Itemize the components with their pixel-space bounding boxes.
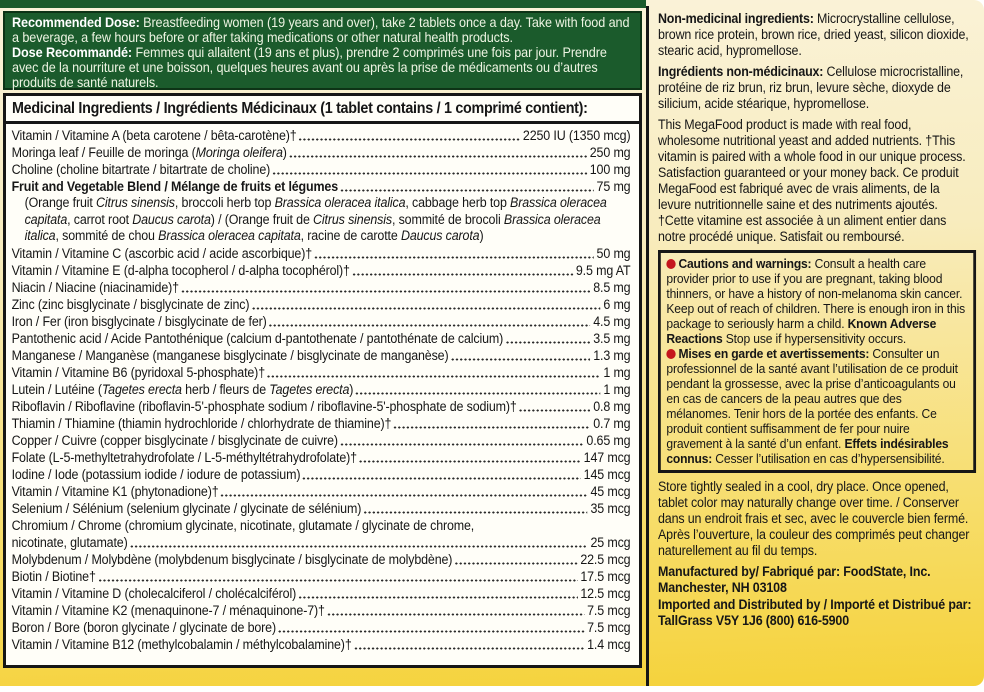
dose-english <box>12 16 632 46</box>
dose-french <box>12 46 632 91</box>
dot-leader <box>302 466 581 483</box>
dot-leader <box>251 296 600 313</box>
ingredient-row <box>12 483 631 500</box>
ingredient-row <box>12 279 631 296</box>
ingredient-name: Copper / Cuivre (copper bisglycinate / bisglycinate de cuivre) <box>11 432 338 448</box>
cautions-english <box>666 256 967 346</box>
ingredient-row <box>12 517 631 534</box>
ingredient-row <box>12 347 631 364</box>
ingredient-name: Iodine / Iode (potassium iodide / iodure de potassium) <box>11 466 301 482</box>
ingredient-name: Manganese / Manganèse (manganese bisglycinate / bisglycinate de manganèse) <box>11 347 449 363</box>
dot-leader <box>352 262 573 279</box>
cautions-french <box>666 346 967 466</box>
non-medicinal-fr-lead: Ingrédients non-médicinaux: <box>658 64 824 79</box>
ingredient-amount: 1.3 mg <box>593 347 631 363</box>
ingredient-note <box>12 195 631 245</box>
ingredient-amount: 9.5 mg AT <box>575 262 631 278</box>
dose-french-lead: Dose Recommandé: <box>12 44 133 60</box>
ingredient-name: Vitamin / Vitamine D (cholecalciferol / cholécalciférol) <box>11 585 297 601</box>
ingredient-amount: 75 mg <box>596 179 631 194</box>
ingredient-name: Riboflavin / Riboflavine (riboflavin-5'-phosphate sodium / riboflavine-5'-phosphate de sodium)† <box>11 398 517 414</box>
ingredient-row <box>12 466 631 483</box>
ingredient-amount: 7.5 mcg <box>587 602 631 618</box>
ingredient-row <box>12 262 631 279</box>
ingredient-row <box>12 568 631 585</box>
ingredient-name: Molybdenum / Molybdène (molybdenum bisglycinate / bisglycinate de molybdène) <box>11 551 453 567</box>
ingredient-name: Vitamin / Vitamine K2 (menaquinone-7 / ménaquinone-7)† <box>11 602 325 618</box>
ingredient-row <box>12 178 631 195</box>
ingredient-name: Selenium / Sélénium (selenium glycinate / glycinate de sélénium) <box>11 500 362 516</box>
dot-leader <box>505 330 590 347</box>
ingredient-name: Vitamin / Vitamine A (beta carotene / bêta-carotène)† <box>11 128 297 143</box>
product-description: This MegaFood product is made with real food, wholesome nutritional yeast and added nutrients. †This vitamin is paired with a whole food in our unique process. Satisfaction guaranteed or your money back. Ce produit MegaFood est fabriqué avec de vrais aliments, de la levure nutritionnelle saine et des nutriments ajoutés. †Cette vitamine est associée à un aliment entier dans notre procédé unique. Satisfait ou remboursé. <box>658 117 966 244</box>
red-bullet-icon <box>666 259 675 269</box>
dot-leader <box>353 636 584 653</box>
ingredient-name: Vitamin / Vitamine C (ascorbic acid / acide ascorbique)† <box>11 245 313 261</box>
ingredient-amount: 12.5 mcg <box>580 585 631 601</box>
ingredient-row <box>12 415 631 432</box>
ingredient-name: nicotinate, glutamate) <box>11 534 128 550</box>
ingredient-row <box>12 602 631 619</box>
ingredient-row <box>12 398 631 415</box>
manufacturer-address-line: Manchester, NH 03108 <box>658 580 787 596</box>
adverse-reactions-lead: Known Adverse Reactions <box>666 316 937 346</box>
ingredient-row <box>12 636 631 653</box>
ingredient-amount: 6 mg <box>603 296 631 312</box>
dot-leader <box>355 381 600 398</box>
adverse-reactions-text: Stop use if hypersensitivity occurs. <box>722 331 907 346</box>
dose-french-text: Femmes qui allaitent (19 ans et plus), prendre 2 comprimés une fois par jour. Prendre avec de la nourriture et une boisson, quelques heures avant ou après la prise de médicaments ou d’autres produits de santé naturels. <box>12 44 607 90</box>
dot-leader <box>181 279 591 296</box>
ingredient-name: Niacin / Niacine (niacinamide)† <box>11 279 179 295</box>
storage-instructions: Store tightly sealed in a cool, dry place. Once opened, tablet color may naturally change over time. / Conserver dans un endroit frais et sec, avec le couvercle bien fermé. Après l’ouverture, la couleur des comprimés peut changer naturellement au fil du temps. <box>658 479 970 558</box>
non-medicinal-ingredients-fr <box>658 64 976 112</box>
non-medicinal-ingredients-en <box>658 11 976 59</box>
ingredient-name: Moringa leaf / Feuille de moringa (Moringa oleifera) <box>11 145 287 160</box>
ingredient-amount: 4.5 mg <box>593 313 631 329</box>
effets-indesirables-text: Cesser l’utilisation en cas d’hypersensibilité. <box>712 451 945 466</box>
ingredient-name: Vitamin / Vitamine E (d-alpha tocopherol / d-alpha tocophérol)† <box>11 262 350 278</box>
ingredient-row <box>12 313 631 330</box>
cautions-box <box>658 250 976 473</box>
ingredient-amount: 35 mcg <box>590 500 631 516</box>
ingredient-name: Fruit and Vegetable Blend / Mélange de fruits et légumes <box>11 179 339 194</box>
dot-leader <box>340 178 594 195</box>
right-column <box>646 6 984 686</box>
dot-leader <box>454 551 577 568</box>
dot-leader <box>314 245 594 262</box>
recommended-dose-box <box>3 11 642 90</box>
ingredient-row <box>12 364 631 381</box>
dot-leader <box>129 534 587 551</box>
ingredient-row <box>12 127 631 144</box>
ingredient-name: Boron / Bore (boron glycinate / glycinate de bore) <box>11 619 276 635</box>
ingredient-row <box>12 551 631 568</box>
ingredient-row <box>12 381 631 398</box>
dot-leader <box>340 432 584 449</box>
ingredient-amount: 2250 IU (1350 mcg) <box>522 128 631 143</box>
ingredient-amount: 145 mcg <box>583 466 631 482</box>
medicinal-ingredients-table <box>3 93 642 668</box>
manufactured-by-line: Manufactured by/ Fabriqué par: FoodState, Inc. <box>658 564 931 579</box>
ingredient-name: Zinc (zinc bisglycinate / bisglycinate de zinc) <box>11 296 250 312</box>
dot-leader <box>519 398 591 415</box>
ingredient-name: Choline (choline bitartrate / bitartrate de choline) <box>11 162 271 177</box>
ingredient-amount: 1 mg <box>603 364 631 380</box>
ingredient-amount: 25 mcg <box>590 534 631 550</box>
ingredient-amount: 8.5 mg <box>593 279 631 295</box>
medicinal-ingredients-header <box>6 96 639 124</box>
ingredient-name: Thiamin / Thiamine (thiamin hydrochloride / chlorhydrate de thiamine)† <box>11 415 392 431</box>
ingredient-row <box>12 296 631 313</box>
dot-leader <box>269 313 591 330</box>
dot-leader <box>220 483 587 500</box>
ingredient-name: Iron / Fer (iron bisglycinate / bisglycinate de fer) <box>11 313 267 329</box>
ingredient-row <box>12 245 631 262</box>
medicinal-ingredients-list <box>6 124 639 653</box>
ingredient-name: Vitamin / Vitamine B12 (methylcobalamin / méthylcobalamine)† <box>11 636 352 652</box>
ingredient-amount: 1.4 mcg <box>587 636 631 652</box>
non-medicinal-en-text: Microcrystalline cellulose, brown rice protein, brown rice, dried yeast, silicon dioxide, stearic acid, hypromellose. <box>658 11 969 58</box>
ingredient-amount: 50 mg <box>596 245 631 261</box>
cautions-fr-text: Consulter un professionnel de la santé avant l’utilisation de ce produit pendant la grossesse, avec la prise d’anticoagulants ou en cas de cancers de la peau autres que des mélanomes. Tenir hors de la portée des enfants. Ce produit contient suffisamment de fer pour nuire gravement à la santé d’un enfant. <box>666 346 958 451</box>
ingredient-name: Biotin / Biotine† <box>11 568 96 584</box>
ingredient-row <box>12 449 631 466</box>
dot-leader <box>298 585 578 602</box>
cautions-fr-lead: Mises en garde et avertissements: <box>678 346 870 361</box>
ingredient-row <box>12 432 631 449</box>
ingredient-amount: 1 mg <box>603 381 631 397</box>
dot-leader <box>289 144 587 161</box>
top-green-strip <box>0 0 646 8</box>
ingredient-amount: 0.8 mg <box>593 398 631 414</box>
ingredient-row <box>12 534 631 551</box>
ingredient-amount: 147 mcg <box>583 449 631 465</box>
ingredient-name: Folate (L-5-methyltetrahydrofolate / L-5-méthyltétrahydrofolate)† <box>11 449 357 465</box>
dot-leader <box>393 415 590 432</box>
dose-english-lead: Recommended Dose: <box>12 15 140 30</box>
red-bullet-icon <box>666 349 675 359</box>
ingredient-row <box>12 500 631 517</box>
ingredient-amount: 250 mg <box>589 145 631 160</box>
ingredient-amount: 0.65 mg <box>586 432 631 448</box>
dot-leader <box>450 347 590 364</box>
dose-english-text: Breastfeeding women (19 years and over), take 2 tablets once a day. Take with food and a beverage, a few hours before or after taking medications or other natural health products. <box>12 15 630 45</box>
ingredient-name: (Orange fruit Citrus sinensis, broccoli herb top Brassica oleracea italica, cabbage herb top Brassica oleracea capitata, carrot root Daucus carota) / (Orange fruit de Citrus sinensis, sommité de brocoli Brassica oleracea italica, sommité de chou Brassica oleracea capitata, racine de carotte Daucus carota) <box>24 195 607 244</box>
manufacturer-info <box>658 564 976 630</box>
ingredient-amount: 7.5 mcg <box>587 619 631 635</box>
ingredient-row <box>12 619 631 636</box>
dot-leader <box>267 364 601 381</box>
dot-leader <box>359 449 581 466</box>
ingredient-name: Vitamin / Vitamine B6 (pyridoxal 5-phosphate)† <box>11 364 265 380</box>
ingredient-row <box>12 144 631 161</box>
ingredient-name: Lutein / Lutéine (Tagetes erecta herb / fleurs de Tagetes erecta) <box>11 381 354 397</box>
dot-leader <box>363 500 588 517</box>
dot-leader <box>298 127 520 144</box>
dot-leader <box>327 602 585 619</box>
medicinal-ingredients-header-text: Medicinal Ingredients / Ingrédients Médicinaux (1 tablet contains / 1 comprimé contient): <box>12 100 588 117</box>
ingredient-row <box>12 161 631 178</box>
effets-indesirables-lead: Effets indésirables connus: <box>666 436 949 466</box>
dot-leader <box>272 161 587 178</box>
ingredient-row <box>12 330 631 347</box>
ingredient-name: Vitamin / Vitamine K1 (phytonadione)† <box>11 483 219 499</box>
ingredient-amount: 100 mg <box>589 162 631 177</box>
ingredient-name: Pantothenic acid / Acide Pantothénique (calcium d-pantothenate / pantothénate de calcium) <box>11 330 504 346</box>
dot-leader <box>98 568 578 585</box>
non-medicinal-fr-text: Cellulose microcristalline, protéine de riz brun, riz brun, levure sèche, dioxyde de silicium, acide stéarique, hypromellose. <box>658 64 964 111</box>
ingredient-amount: 45 mcg <box>590 483 631 499</box>
ingredient-amount: 3.5 mg <box>593 330 631 346</box>
dot-leader <box>278 619 585 636</box>
ingredient-amount: 0.7 mg <box>593 415 631 431</box>
ingredient-name: Chromium / Chrome (chromium glycinate, nicotinate, glutamate / glycinate de chrome, <box>11 517 475 533</box>
imported-by-line: Imported and Distributed by / Importé et Distribué par: TallGrass V5Y 1J6 (800) 616-5900 <box>658 596 972 629</box>
non-medicinal-en-lead: Non-medicinal ingredients: <box>658 11 814 26</box>
cautions-en-lead: Cautions and warnings: <box>678 256 812 271</box>
ingredient-amount: 22.5 mcg <box>580 551 631 567</box>
ingredient-amount: 17.5 mcg <box>580 568 631 584</box>
cautions-en-text: Consult a health care provider prior to use if you are pregnant, taking blood thinners, or have a history of non-melanoma skin cancer. Keep out of reach of children. There is enough iron in this package to seriously harm a child. <box>666 256 966 331</box>
ingredient-row <box>12 585 631 602</box>
